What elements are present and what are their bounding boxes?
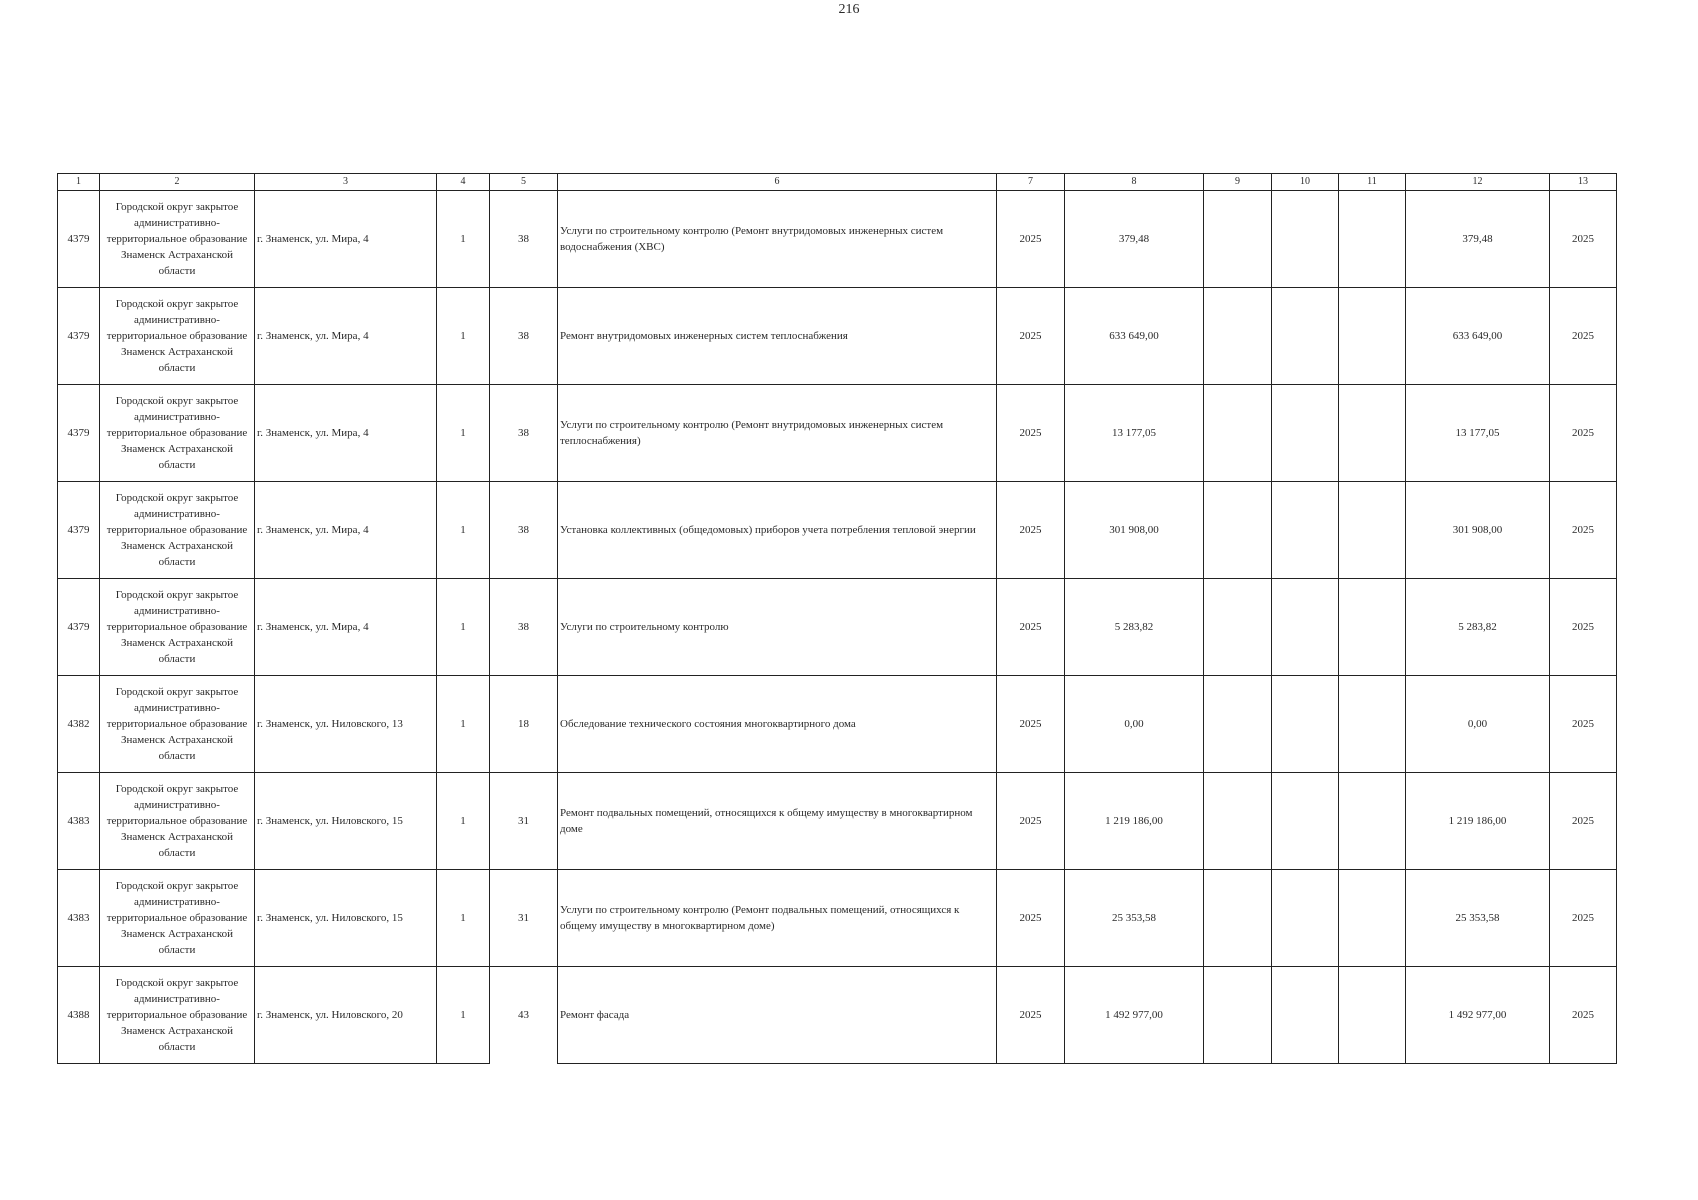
year-cell: 2025 — [997, 967, 1065, 1064]
column-11-cell — [1339, 870, 1406, 967]
column-5-cell: 31 — [490, 773, 558, 870]
cost-cell: 379,48 — [1065, 191, 1204, 288]
column-11-cell — [1339, 385, 1406, 482]
column-header: 9 — [1204, 174, 1272, 191]
column-11-cell — [1339, 579, 1406, 676]
column-4-cell: 1 — [437, 385, 490, 482]
column-9-cell — [1204, 191, 1272, 288]
owner-cell: Городской округ закрытое административно-территориальное образование Знаменск Астраханской области — [100, 385, 255, 482]
column-4-cell: 1 — [437, 482, 490, 579]
end-year-cell: 2025 — [1550, 579, 1617, 676]
column-5-cell: 18 — [490, 676, 558, 773]
cost-cell: 301 908,00 — [1065, 482, 1204, 579]
year-cell: 2025 — [997, 773, 1065, 870]
cost-cell: 25 353,58 — [1065, 870, 1204, 967]
total-cell: 5 283,82 — [1406, 579, 1550, 676]
column-10-cell — [1272, 288, 1339, 385]
column-10-cell — [1272, 385, 1339, 482]
work-description-cell: Услуги по строительному контролю (Ремонт внутридомовых инженерных систем водоснабжения (ХВС) — [558, 191, 997, 288]
end-year-cell: 2025 — [1550, 773, 1617, 870]
column-5-cell: 43 — [490, 967, 558, 1064]
column-9-cell — [1204, 385, 1272, 482]
year-cell: 2025 — [997, 676, 1065, 773]
column-11-cell — [1339, 773, 1406, 870]
end-year-cell: 2025 — [1550, 191, 1617, 288]
page-number: 216 — [838, 2, 860, 17]
column-4-cell: 1 — [437, 967, 490, 1064]
column-4-cell: 1 — [437, 191, 490, 288]
column-header: 8 — [1065, 174, 1204, 191]
owner-cell: Городской округ закрытое административно-территориальное образование Знаменск Астраханской области — [100, 870, 255, 967]
year-cell: 2025 — [997, 385, 1065, 482]
work-description-cell: Услуги по строительному контролю (Ремонт внутридомовых инженерных систем теплоснабжения) — [558, 385, 997, 482]
column-11-cell — [1339, 967, 1406, 1064]
column-5-cell: 38 — [490, 191, 558, 288]
table-row — [58, 288, 1617, 385]
column-header: 6 — [558, 174, 997, 191]
table-row — [58, 773, 1617, 870]
column-header: 1 — [58, 174, 100, 191]
address-cell: г. Знаменск, ул. Мира, 4 — [255, 482, 437, 579]
record-number: 4379 — [58, 579, 100, 676]
record-number: 4379 — [58, 191, 100, 288]
cost-cell: 0,00 — [1065, 676, 1204, 773]
column-4-cell: 1 — [437, 676, 490, 773]
work-description-cell: Ремонт фасада — [558, 967, 997, 1064]
table-row — [58, 676, 1617, 773]
table-row — [58, 870, 1617, 967]
column-11-cell — [1339, 288, 1406, 385]
address-cell: г. Знаменск, ул. Мира, 4 — [255, 579, 437, 676]
column-11-cell — [1339, 191, 1406, 288]
year-cell: 2025 — [997, 482, 1065, 579]
column-10-cell — [1272, 773, 1339, 870]
year-cell: 2025 — [997, 870, 1065, 967]
table-row — [58, 385, 1617, 482]
record-number: 4379 — [58, 288, 100, 385]
end-year-cell: 2025 — [1550, 870, 1617, 967]
table-row — [58, 482, 1617, 579]
column-header: 3 — [255, 174, 437, 191]
cost-cell: 5 283,82 — [1065, 579, 1204, 676]
cost-cell: 1 219 186,00 — [1065, 773, 1204, 870]
column-9-cell — [1204, 288, 1272, 385]
total-cell: 1 492 977,00 — [1406, 967, 1550, 1064]
column-5-cell: 38 — [490, 482, 558, 579]
cost-cell: 633 649,00 — [1065, 288, 1204, 385]
work-description-cell: Ремонт подвальных помещений, относящихся к общему имуществу в многоквартирном доме — [558, 773, 997, 870]
work-description-cell: Установка коллективных (общедомовых) приборов учета потребления тепловой энергии — [558, 482, 997, 579]
column-header: 12 — [1406, 174, 1550, 191]
column-9-cell — [1204, 870, 1272, 967]
column-9-cell — [1204, 676, 1272, 773]
table-row — [58, 967, 1617, 1064]
owner-cell: Городской округ закрытое административно-территориальное образование Знаменск Астраханской области — [100, 579, 255, 676]
column-5-cell: 38 — [490, 579, 558, 676]
end-year-cell: 2025 — [1550, 482, 1617, 579]
address-cell: г. Знаменск, ул. Ниловского, 15 — [255, 870, 437, 967]
column-header: 7 — [997, 174, 1065, 191]
column-header: 5 — [490, 174, 558, 191]
total-cell: 633 649,00 — [1406, 288, 1550, 385]
end-year-cell: 2025 — [1550, 967, 1617, 1064]
column-11-cell — [1339, 482, 1406, 579]
work-description-cell: Услуги по строительному контролю — [558, 579, 997, 676]
column-4-cell: 1 — [437, 773, 490, 870]
record-number: 4383 — [58, 773, 100, 870]
column-4-cell: 1 — [437, 288, 490, 385]
column-9-cell — [1204, 579, 1272, 676]
owner-cell: Городской округ закрытое административно-территориальное образование Знаменск Астраханской области — [100, 288, 255, 385]
column-9-cell — [1204, 773, 1272, 870]
column-4-cell: 1 — [437, 870, 490, 967]
column-10-cell — [1272, 191, 1339, 288]
column-10-cell — [1272, 967, 1339, 1064]
record-number: 4379 — [58, 385, 100, 482]
total-cell: 1 219 186,00 — [1406, 773, 1550, 870]
total-cell: 301 908,00 — [1406, 482, 1550, 579]
end-year-cell: 2025 — [1550, 676, 1617, 773]
cost-cell: 13 177,05 — [1065, 385, 1204, 482]
owner-cell: Городской округ закрытое административно-территориальное образование Знаменск Астраханской области — [100, 967, 255, 1064]
column-header: 10 — [1272, 174, 1339, 191]
column-9-cell — [1204, 967, 1272, 1064]
owner-cell: Городской округ закрытое административно-территориальное образование Знаменск Астраханской области — [100, 191, 255, 288]
year-cell: 2025 — [997, 579, 1065, 676]
cost-cell: 1 492 977,00 — [1065, 967, 1204, 1064]
owner-cell: Городской округ закрытое административно-территориальное образование Знаменск Астраханской области — [100, 773, 255, 870]
end-year-cell: 2025 — [1550, 288, 1617, 385]
column-9-cell — [1204, 482, 1272, 579]
total-cell: 13 177,05 — [1406, 385, 1550, 482]
year-cell: 2025 — [997, 288, 1065, 385]
column-5-cell: 38 — [490, 288, 558, 385]
column-10-cell — [1272, 579, 1339, 676]
owner-cell: Городской округ закрытое административно-территориальное образование Знаменск Астраханской области — [100, 482, 255, 579]
total-cell: 25 353,58 — [1406, 870, 1550, 967]
year-cell: 2025 — [997, 191, 1065, 288]
record-number: 4388 — [58, 967, 100, 1064]
work-description-cell: Услуги по строительному контролю (Ремонт подвальных помещений, относящихся к общему имуществу в многоквартирном доме) — [558, 870, 997, 967]
column-10-cell — [1272, 870, 1339, 967]
column-4-cell: 1 — [437, 579, 490, 676]
table-row — [58, 191, 1617, 288]
column-header: 11 — [1339, 174, 1406, 191]
column-header: 13 — [1550, 174, 1617, 191]
column-11-cell — [1339, 676, 1406, 773]
address-cell: г. Знаменск, ул. Мира, 4 — [255, 385, 437, 482]
work-description-cell: Ремонт внутридомовых инженерных систем теплоснабжения — [558, 288, 997, 385]
owner-cell: Городской округ закрытое административно-территориальное образование Знаменск Астраханской области — [100, 676, 255, 773]
record-number: 4382 — [58, 676, 100, 773]
table-row — [58, 579, 1617, 676]
address-cell: г. Знаменск, ул. Мира, 4 — [255, 288, 437, 385]
record-number: 4383 — [58, 870, 100, 967]
column-number-row — [58, 174, 1617, 191]
column-10-cell — [1272, 676, 1339, 773]
column-header: 4 — [437, 174, 490, 191]
column-5-cell: 38 — [490, 385, 558, 482]
address-cell: г. Знаменск, ул. Ниловского, 15 — [255, 773, 437, 870]
address-cell: г. Знаменск, ул. Ниловского, 13 — [255, 676, 437, 773]
address-cell: г. Знаменск, ул. Мира, 4 — [255, 191, 437, 288]
column-5-cell: 31 — [490, 870, 558, 967]
address-cell: г. Знаменск, ул. Ниловского, 20 — [255, 967, 437, 1064]
register-table — [57, 173, 1617, 1064]
total-cell: 0,00 — [1406, 676, 1550, 773]
column-header: 2 — [100, 174, 255, 191]
total-cell: 379,48 — [1406, 191, 1550, 288]
record-number: 4379 — [58, 482, 100, 579]
work-description-cell: Обследование технического состояния многоквартирного дома — [558, 676, 997, 773]
column-10-cell — [1272, 482, 1339, 579]
end-year-cell: 2025 — [1550, 385, 1617, 482]
